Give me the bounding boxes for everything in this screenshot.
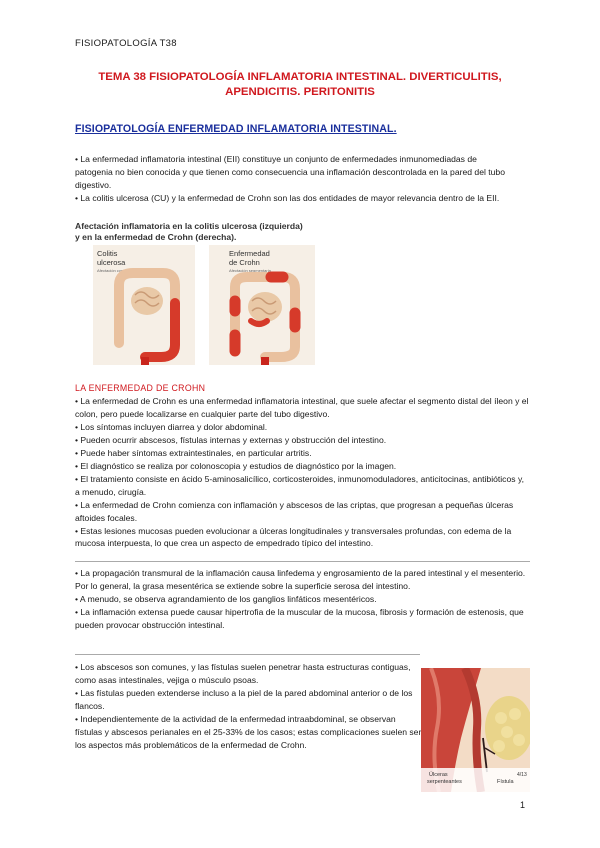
crohn-section-title: LA ENFERMEDAD DE CROHN (75, 383, 206, 393)
list-item: • Los abscesos son comunes, y las fístulas suelen penetrar hasta estructuras contiguas, como asas intestinales, vejiga o músculo psoas. (75, 662, 411, 685)
list-item: • A menudo, se observa agrandamiento de los ganglios linfáticos mesentéricos. (75, 593, 377, 604)
crohn-label-1: Enfermedad (229, 249, 270, 258)
list-item: • Pueden ocurrir abscesos, fístulas internas y externas y obstrucción del intestino. (75, 434, 387, 445)
crohn-panel (209, 245, 315, 365)
colitis-sublabel: Afectación continua (97, 268, 132, 273)
title-line-2: APENDICITIS. PERITONITIS (225, 86, 375, 98)
page-number: 1 (520, 800, 526, 810)
abscess-list (75, 661, 425, 752)
page-header: FISIOPATOLOGÍA T38 (75, 38, 177, 49)
section-title: FISIOPATOLOGÍA ENFERMEDAD INFLAMATORIA INTESTINAL. (75, 123, 397, 135)
colon-figure (75, 221, 330, 369)
ulcers-label-2: serpenteantes (427, 779, 462, 785)
list-item: • Independientemente de la actividad de la enfermedad intraabdominal, se observan fístulas y abscesos perianales en el 25-33% de los casos; estas complicaciones suelen ser los aspectos más problemáticos de la enfermedad de Crohn. (75, 713, 422, 750)
figure-caption (75, 221, 330, 243)
ulcers-label-1: Úlceras (429, 772, 448, 778)
list-item: • La inflamación extensa puede causar hipertrofia de la muscular de la mucosa, fibrosis y formación de estenosis, que pueden provocar obstrucción intestinal. (75, 606, 524, 630)
transmural-list (75, 567, 530, 632)
intro-paragraphs (75, 153, 515, 205)
list-item: • El tratamiento consiste en ácido 5-aminosalicílico, corticosteroides, inmunomoduladores, anticitocinas, antibióticos y, a menudo, cirugía. (75, 473, 524, 497)
crohn-label-2: de Crohn (229, 258, 260, 267)
divider (75, 654, 420, 655)
intro-item: • La colitis ulcerosa (CU) y la enfermedad de Crohn son las dos entidades de mayor relevancia dentro de la EII. (75, 192, 500, 203)
list-item: • El diagnóstico se realiza por colonoscopia y estudios de diagnóstico por la imagen. (75, 460, 397, 471)
list-item: • La enfermedad de Crohn comienza con inflamación y abscesos de las criptas, que progresan a pequeñas úlceras aftoides focales. (75, 499, 514, 523)
list-item: • La enfermedad de Crohn es una enfermedad inflamatoria intestinal, que suele afectar el segmento distal del íleon y el colon, pero puede localizarse en cualquier parte del tubo digestivo. (75, 396, 529, 419)
list-item: • La propagación transmural de la inflamación causa linfedema y engrosamiento de la pared intestinal y el mesenterio. Por lo general, la grasa mesentérica se extiende sobre la superficie serosa del intestino. (75, 568, 526, 591)
page-title (75, 70, 525, 100)
intro-item: • La enfermedad inflamatoria intestinal (EII) constituye un conjunto de enfermedades inmunomediadas de patogenia no bien conocida y que tienen como consecuencia una inflamación descontrolada en la pared del tubo digestivo. (75, 154, 505, 190)
list-item: • Estas lesiones mucosas pueden evolucionar a úlceras longitudinales y transversales profundas, con edema de la mucosa interpuesta, lo que crea un aspecto de empedrado típico del intestino. (75, 525, 512, 549)
colitis-label-2: ulcerosa (97, 258, 126, 267)
figure-caption-line-2: y en la enfermedad de Crohn (derecha). (75, 232, 237, 242)
colitis-label-1: Colitis (97, 249, 118, 258)
list-item: • Las fístulas pueden extenderse incluso a la piel de la pared abdominal anterior o de los flancos. (75, 687, 413, 711)
list-item: • Los síntomas incluyen diarrea y dolor abdominal. (75, 421, 268, 432)
list-item: • Puede haber síntomas extraintestinales, en particular artritis. (75, 447, 312, 458)
crohn-sublabel: Afectación segmentaria (229, 268, 271, 273)
figure-caption-line-1: Afectación inflamatoria en la colitis ulcerosa (izquierda) (75, 221, 303, 231)
fistula-illustration (421, 668, 530, 792)
small-intestine (131, 287, 163, 315)
colon-illustrations (75, 243, 330, 367)
figure-corner-label: 4/13 (517, 772, 527, 778)
crohn-list (75, 395, 530, 550)
divider (75, 561, 530, 562)
title-line-1: TEMA 38 FISIOPATOLOGÍA INFLAMATORIA INTESTINAL. DIVERTICULITIS, (98, 71, 502, 83)
colitis-panel (93, 245, 195, 365)
fistula-label: Fístula (497, 779, 514, 785)
